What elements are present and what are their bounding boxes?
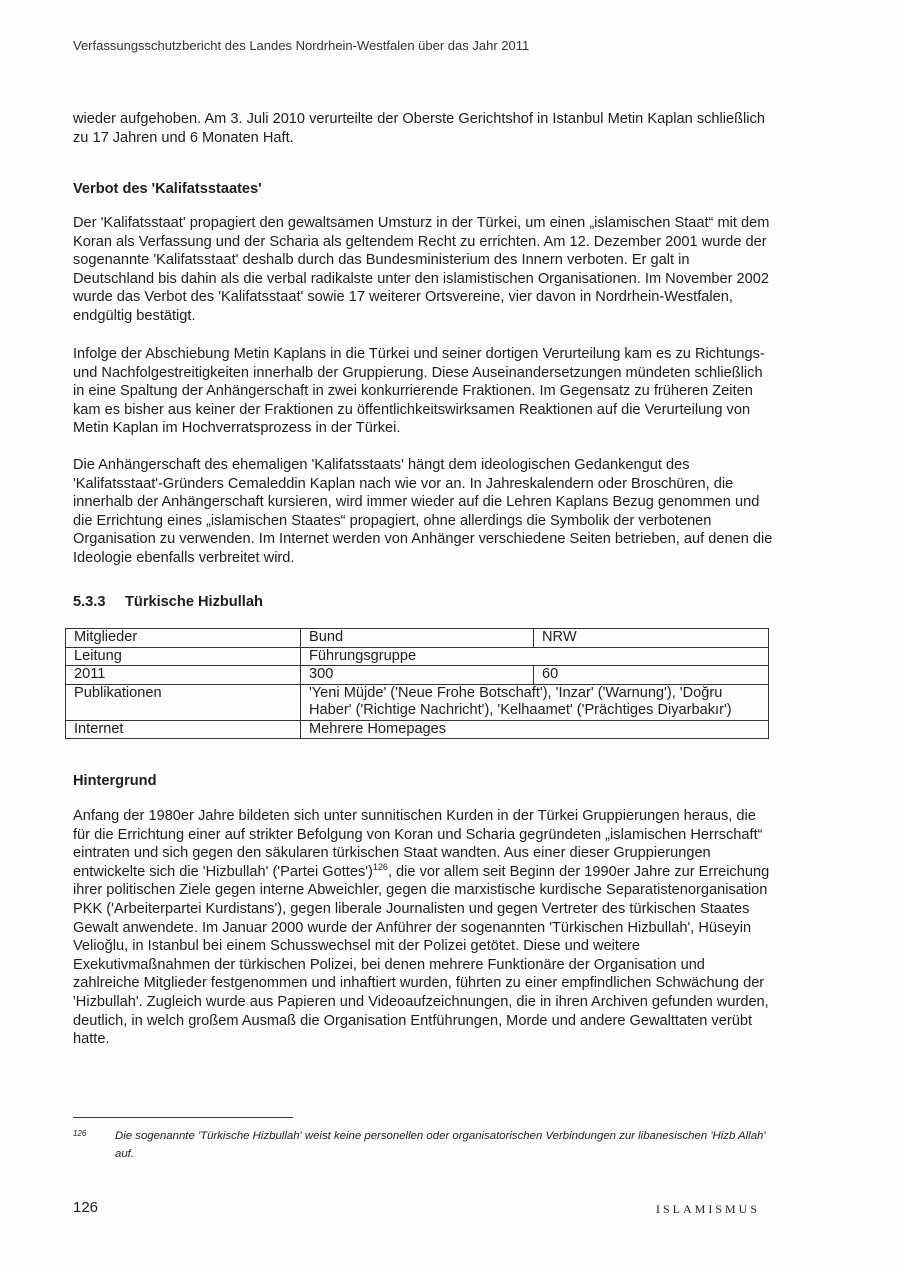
page-number: 126: [73, 1199, 99, 1216]
verbot-paragraph-1: [73, 214, 773, 326]
footnote-number: 126: [73, 1129, 87, 1138]
verbot-paragraph-3: [73, 456, 773, 568]
table-cell: Mehrere Homepages: [301, 720, 769, 739]
paragraph-text: , die vor allem seit Beginn der 1990er Jahre zur Erreichung ihrer politischen Ziele gegen interne Abweichler, gegen die marxistische kurdische Separatistenorganisation PKK ('Arbeiterpartei Kurdistans'), gegen liberale Journalisten und gegen Vertreter des türkischen Staates Gewalt anwendete. Im Januar 2000 wurde der Anführer der sogenannten 'Türkischen Hizbullah', Hüseyin Velioğlu, in Istanbul bei einem Schusswechsel mit der Polizei getötet. Diese und weitere Exekutivmaßnahmen der türkischen Polizei, bei denen mehrere Funktionäre der Organisation und zahlreiche Mitglieder festgenommen und inhaftiert wurden, führten zu einer empfindlichen Schwächung der 'Hizbullah'. Zugleich wurde aus Papieren und Videoaufzeichnungen, die in ihren Archiven gefunden wurden, deutlich, in welch großem Ausmaß die Organisation Entführungen, Morde und andere Gewalttaten verübt hatte.: [73, 863, 770, 1048]
table-row: [66, 684, 769, 720]
table-cell: NRW: [534, 629, 769, 648]
table-cell: 300: [301, 666, 534, 685]
footnote-reference[interactable]: 126: [372, 861, 388, 872]
table-row: [66, 629, 769, 648]
section-title: Türkische Hizbullah: [125, 594, 263, 610]
table-row: [66, 720, 769, 739]
section-number: 5.3.3: [73, 594, 106, 610]
footnote-divider: [73, 1117, 293, 1118]
running-head: Verfassungsschutzbericht des Landes Nordrhein-Westfalen über das Jahr 2011: [73, 38, 530, 53]
footnote-text: Die sogenannte 'Türkische Hizbullah' weist keine personellen oder organisatorischen Verbindungen zur libanesischen 'Hizb Allah' auf.: [115, 1130, 766, 1160]
paragraph: Die Anhängerschaft des ehemaligen 'Kalifatsstaats' hängt dem ideologischen Gedankengut des 'Kalifatsstaat'-Gründers Cemaleddin Kaplan nach wie vor an. In Jahreskalendern oder Broschüren, die innerhalb der Anhängerschaft kursieren, wird immer wieder auf die Lehren Kaplans Bezug genommen und die Errichtung eines „islamischen Staates“ propagiert, ohne allerdings die Symbolik der verbotenen Organisation zu verwenden. Im Internet werden von Anhänger verschiedene Seiten betrieben, auf denen die Ideologie ebenfalls verbreitet wird.: [73, 457, 773, 566]
paragraph: Der 'Kalifatsstaat' propagiert den gewaltsamen Umsturz in der Türkei, um einen „islamischen Staat“ mit dem Koran als Verfassung und der Scharia als geltendem Recht zu errichten. Am 12. Dezember 2001 wurde der sogenannte 'Kalifatsstaat' deshalb durch das Bundesministerium des Innern verboten. Er galt in Deutschland bis dahin als die verbal radikalste unter den islamistischen Organisationen. Im November 2002 wurde das Verbot des 'Kalifatsstaat' sowie 17 weiterer Ortsvereine, vier davon in Nordrhein-Westfalen, endgültig bestätigt.: [73, 215, 770, 324]
section-heading-hizbullah: [73, 594, 263, 610]
table-cell: Internet: [66, 720, 301, 739]
table-row: [66, 666, 769, 685]
table-cell: 'Yeni Müjde' ('Neue Frohe Botschaft'), 'Inzar' ('Warnung'), 'Doğru Haber' ('Richtige Nachricht'), 'Kelhaamet' ('Prächtiges Diyarbakır'): [301, 684, 769, 720]
paragraph-text: Anfang der 1980er Jahre bildeten sich unter sunnitischen Kurden in der Türkei Gruppierungen heraus, die für die Errichtung einer auf strikter Befolgung von Koran und Scharia gegründeten „islamischen Herrschaft“ eintraten und sich gegen den säkularen türkischen Staat wandten. Aus einer dieser Gruppierungen entwickelte sich die 'Hizbullah' ('Partei Gottes'): [73, 808, 763, 880]
table-cell: 2011: [66, 666, 301, 685]
paragraph: [73, 807, 773, 1049]
facts-table: [65, 628, 769, 739]
section-label: ISLAMISMUS: [656, 1202, 761, 1216]
section-heading-verbot: Verbot des 'Kalifatsstaates': [73, 181, 262, 197]
paragraph: wieder aufgehoben. Am 3. Juli 2010 verurteilte der Oberste Gerichtshof in Istanbul Metin Kaplan schließlich zu 17 Jahren und 6 Monaten Haft.: [73, 111, 765, 146]
table-cell: Bund: [301, 629, 534, 648]
footnote: [73, 1127, 773, 1163]
paragraph: Infolge der Abschiebung Metin Kaplans in die Türkei und seiner dortigen Verurteilung kam es zu Richtungs- und Nachfolgestreitigkeiten innerhalb der Gruppierung. Diese Auseinandersetzungen mündeten schließlich in eine Spaltung der Anhängerschaft in zwei konkurrierende Fraktionen. Im Gegensatz zu früheren Zeiten kam es bisher aus keiner der Fraktionen zu öffentlichkeitswirksamen Reaktionen auf die Verurteilung von Metin Kaplan im Hochverratsprozess in der Türkei.: [73, 346, 765, 437]
table-cell: Führungsgruppe: [301, 647, 769, 666]
table-cell: Publikationen: [66, 684, 301, 720]
hintergrund-paragraph: [73, 807, 773, 1049]
table-cell: Leitung: [66, 647, 301, 666]
verbot-paragraph-2: [73, 345, 773, 438]
table-cell: 60: [534, 666, 769, 685]
table-cell: Mitglieder: [66, 629, 301, 648]
section-heading-hintergrund: Hintergrund: [73, 773, 157, 789]
intro-paragraph: [73, 110, 773, 147]
table-row: [66, 647, 769, 666]
